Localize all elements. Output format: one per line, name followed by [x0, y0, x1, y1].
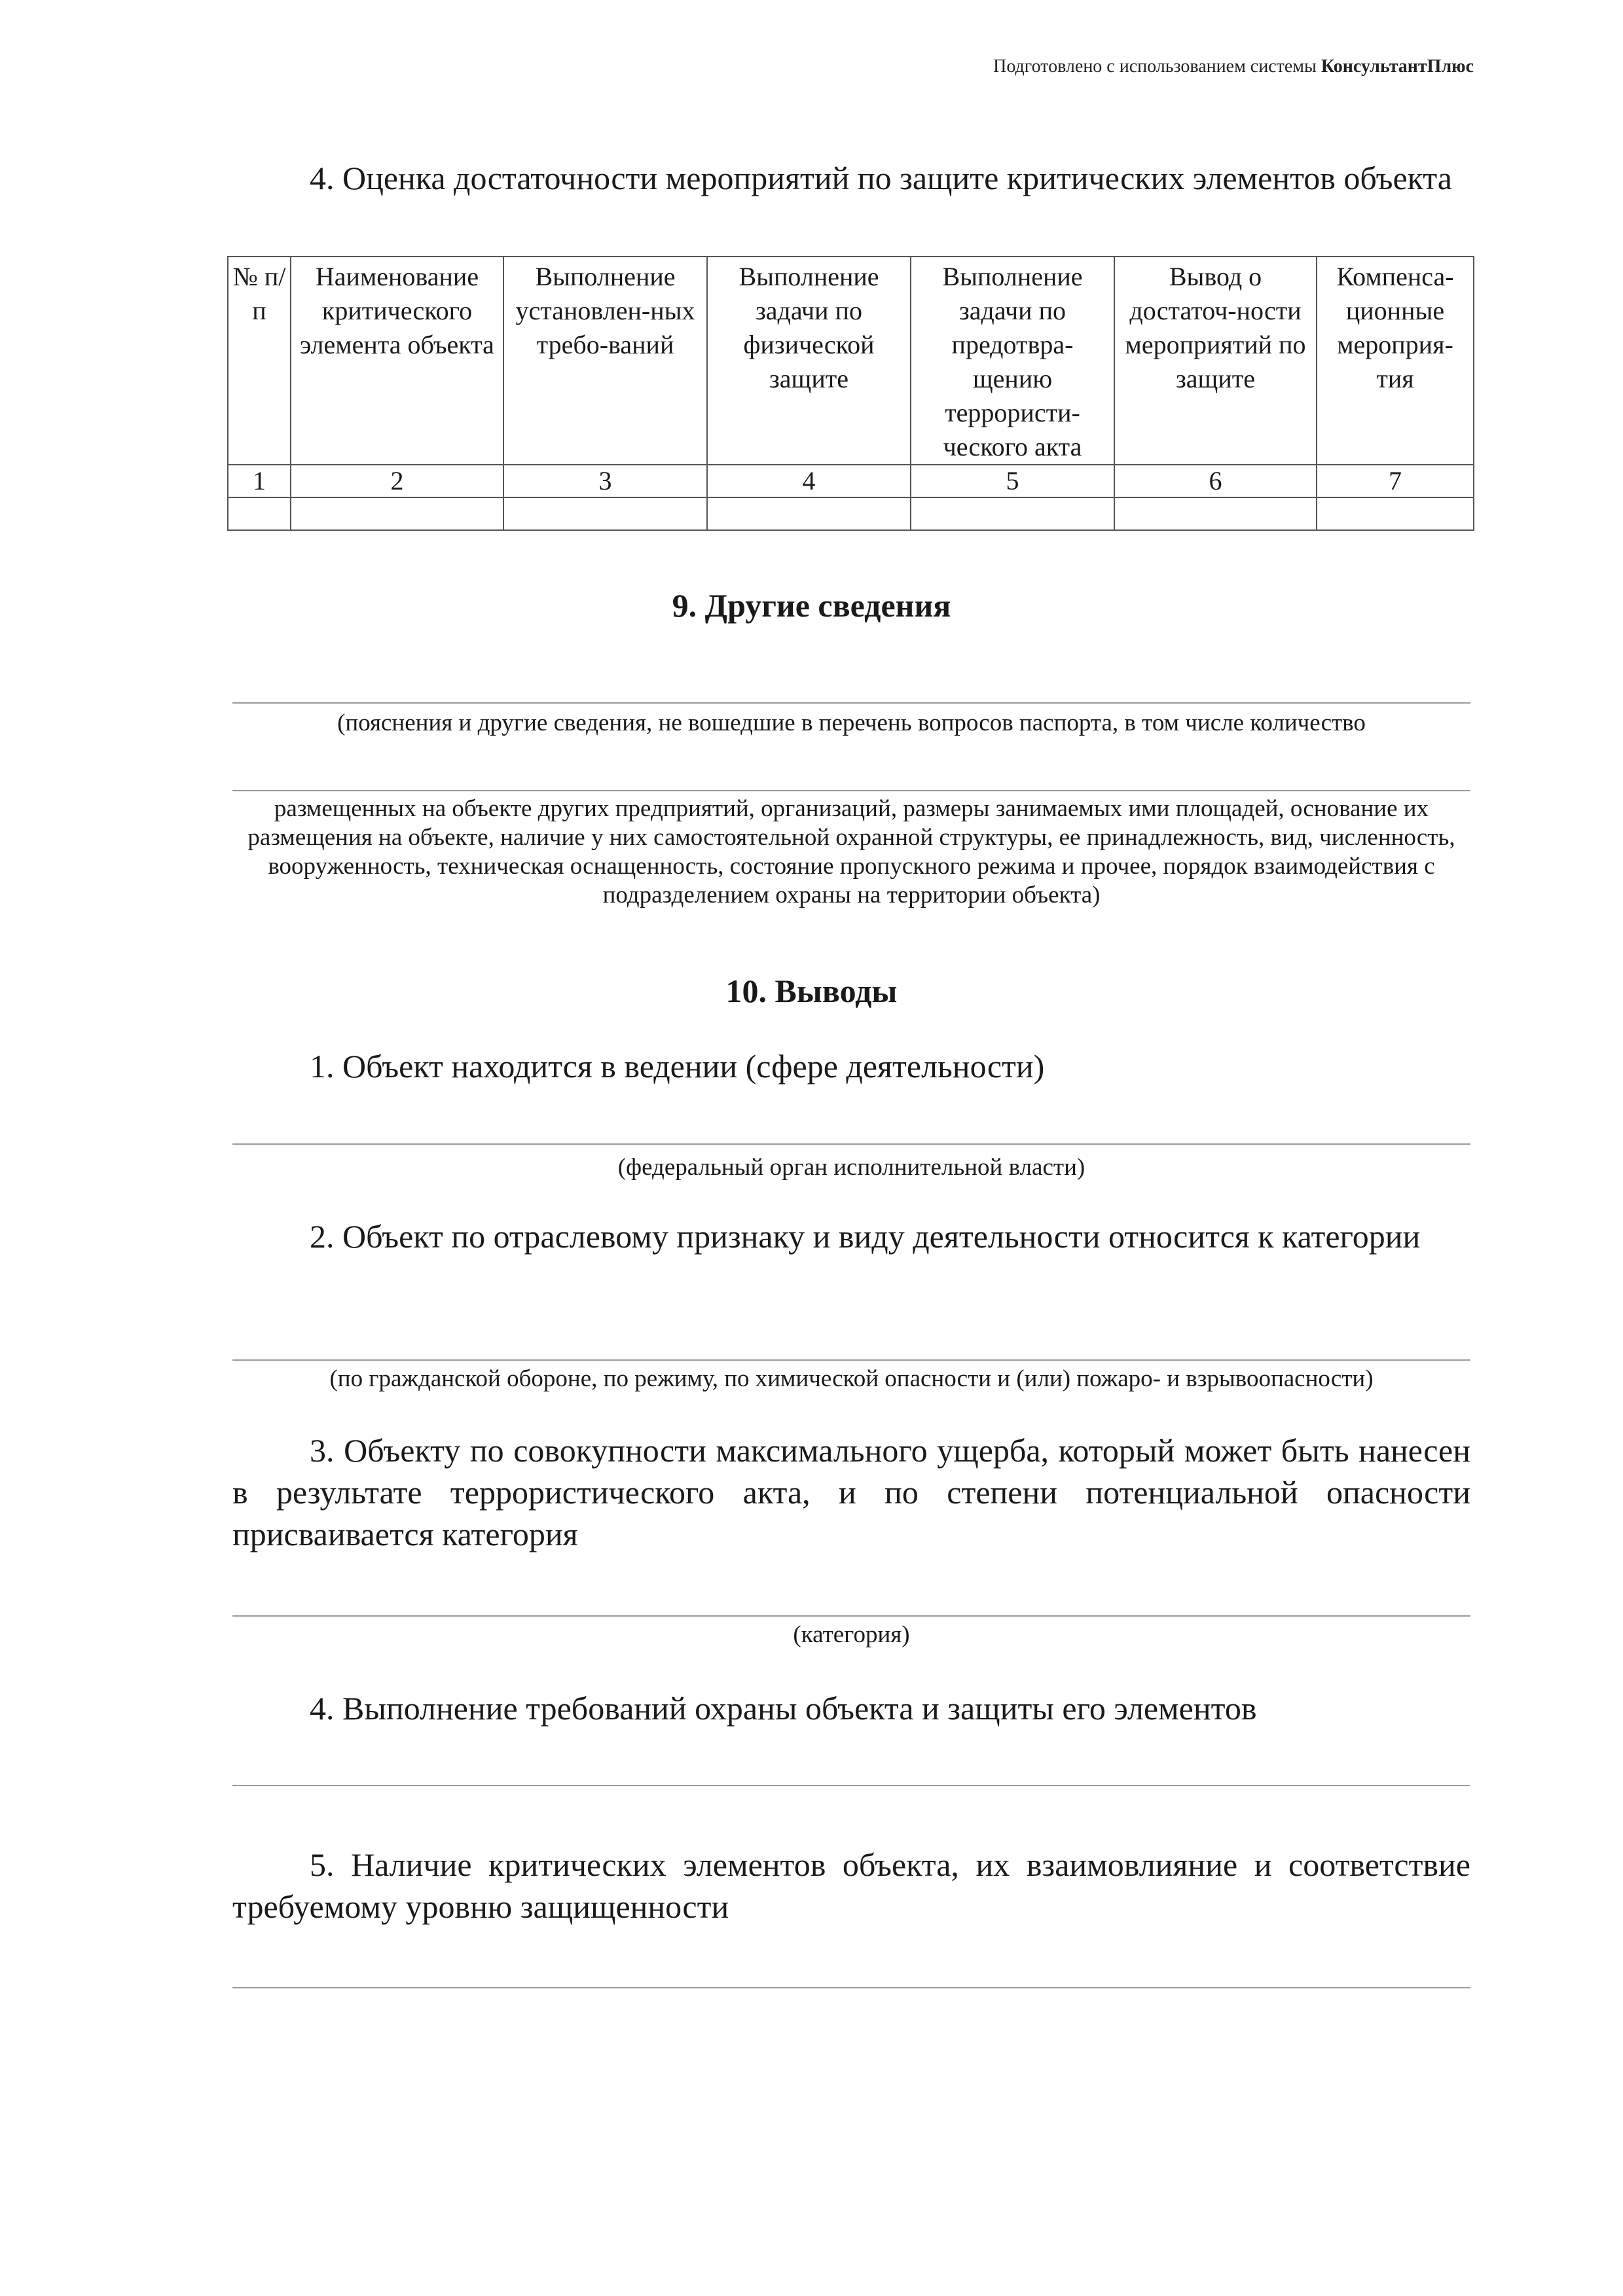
col-header-prevention: Выполнение задачи по предотвра-щению террористи-ческого акта [911, 257, 1114, 465]
conclusion-caption-1: (федеральный орган исполнительной власти) [617, 1154, 1085, 1181]
col-header-number: № п/п [228, 257, 291, 465]
col-number-cell: 7 [1317, 465, 1474, 497]
empty-cell[interactable] [503, 497, 707, 530]
empty-cell[interactable] [228, 497, 291, 530]
empty-cell[interactable] [1317, 497, 1474, 530]
prepared-note-prefix: Подготовлено с использованием системы [993, 56, 1321, 77]
col-number-cell: 5 [911, 465, 1114, 497]
empty-cell[interactable] [291, 497, 503, 530]
section-9-caption-2: размещенных на объекте других предприятий, организаций, размеры занимаемых ими площадей, основание их размещения на объекте, наличие у них самостоятельной охранной структуры, ее принадлежность, вид, численность, вооруженность, техническая оснащенность, состояние пропускного режима и прочее, порядок взаимодействия с подразделением охраны на территории объекта) [247, 795, 1455, 908]
fill-line[interactable] [232, 702, 1470, 704]
conclusion-caption-2: (по гражданской обороне, по режиму, по химической опасности и (или) пожаро- и взрывоопасности) [329, 1365, 1374, 1392]
table-numbering-row [228, 465, 1474, 497]
col-number-cell: 2 [291, 465, 503, 497]
section-9-caption-1: (пояснения и другие сведения, не вошедшие в перечень вопросов паспорта, в том числе количество [337, 709, 1366, 736]
col-number-cell: 3 [503, 465, 707, 497]
conclusion-item-3: 3. Объекту по совокупности максимального ущерба, который может быть нанесен в результате террористического акта, и по степени потенциальной опасности присваивается категория [232, 1432, 1470, 1552]
fill-line[interactable] [232, 790, 1470, 791]
fill-line[interactable] [232, 1359, 1470, 1361]
fill-line[interactable] [232, 1143, 1470, 1145]
col-header-conclusion: Вывод о достаточ-ности мероприятий по защите [1114, 257, 1317, 465]
conclusion-item-4: 4. Выполнение требований охраны объекта и защиты его элементов [310, 1690, 1257, 1727]
table-empty-row [228, 497, 1474, 530]
col-number-cell: 4 [707, 465, 911, 497]
conclusion-caption-3: (категория) [793, 1621, 910, 1648]
col-header-element-name: Наименование критического элемента объекта [291, 257, 503, 465]
fill-line[interactable] [232, 1987, 1470, 1988]
section-9-title: 9. Другие сведения [672, 587, 951, 624]
empty-cell[interactable] [1114, 497, 1317, 530]
section-10-title: 10. Выводы [725, 973, 898, 1009]
col-header-compensation: Компенса-ционные мероприя-тия [1317, 257, 1474, 465]
section-4-heading: 4. Оценка достаточности мероприятий по защите критических элементов объекта [310, 160, 1452, 196]
empty-cell[interactable] [911, 497, 1114, 530]
conclusion-item-1: 1. Объект находится в ведении (сфере деятельности) [310, 1048, 1045, 1085]
conclusion-item-5: 5. Наличие критических элементов объекта, их взаимовлияние и соответствие требуемому уровню защищенности [232, 1846, 1470, 1925]
col-header-requirements: Выполнение установлен-ных требо-ваний [503, 257, 707, 465]
consultant-brand: КонсультантПлюс [1321, 56, 1474, 77]
assessment-table [227, 256, 1474, 531]
table-header-row [228, 257, 1474, 465]
col-number-cell: 6 [1114, 465, 1317, 497]
conclusion-item-2: 2. Объект по отраслевому признаку и виду деятельности относится к категории [310, 1218, 1421, 1255]
col-header-physical-protection: Выполнение задачи по физической защите [707, 257, 911, 465]
empty-cell[interactable] [707, 497, 911, 530]
col-number-cell: 1 [228, 465, 291, 497]
prepared-note [993, 56, 1474, 77]
fill-line[interactable] [232, 1785, 1470, 1786]
fill-line[interactable] [232, 1615, 1470, 1617]
